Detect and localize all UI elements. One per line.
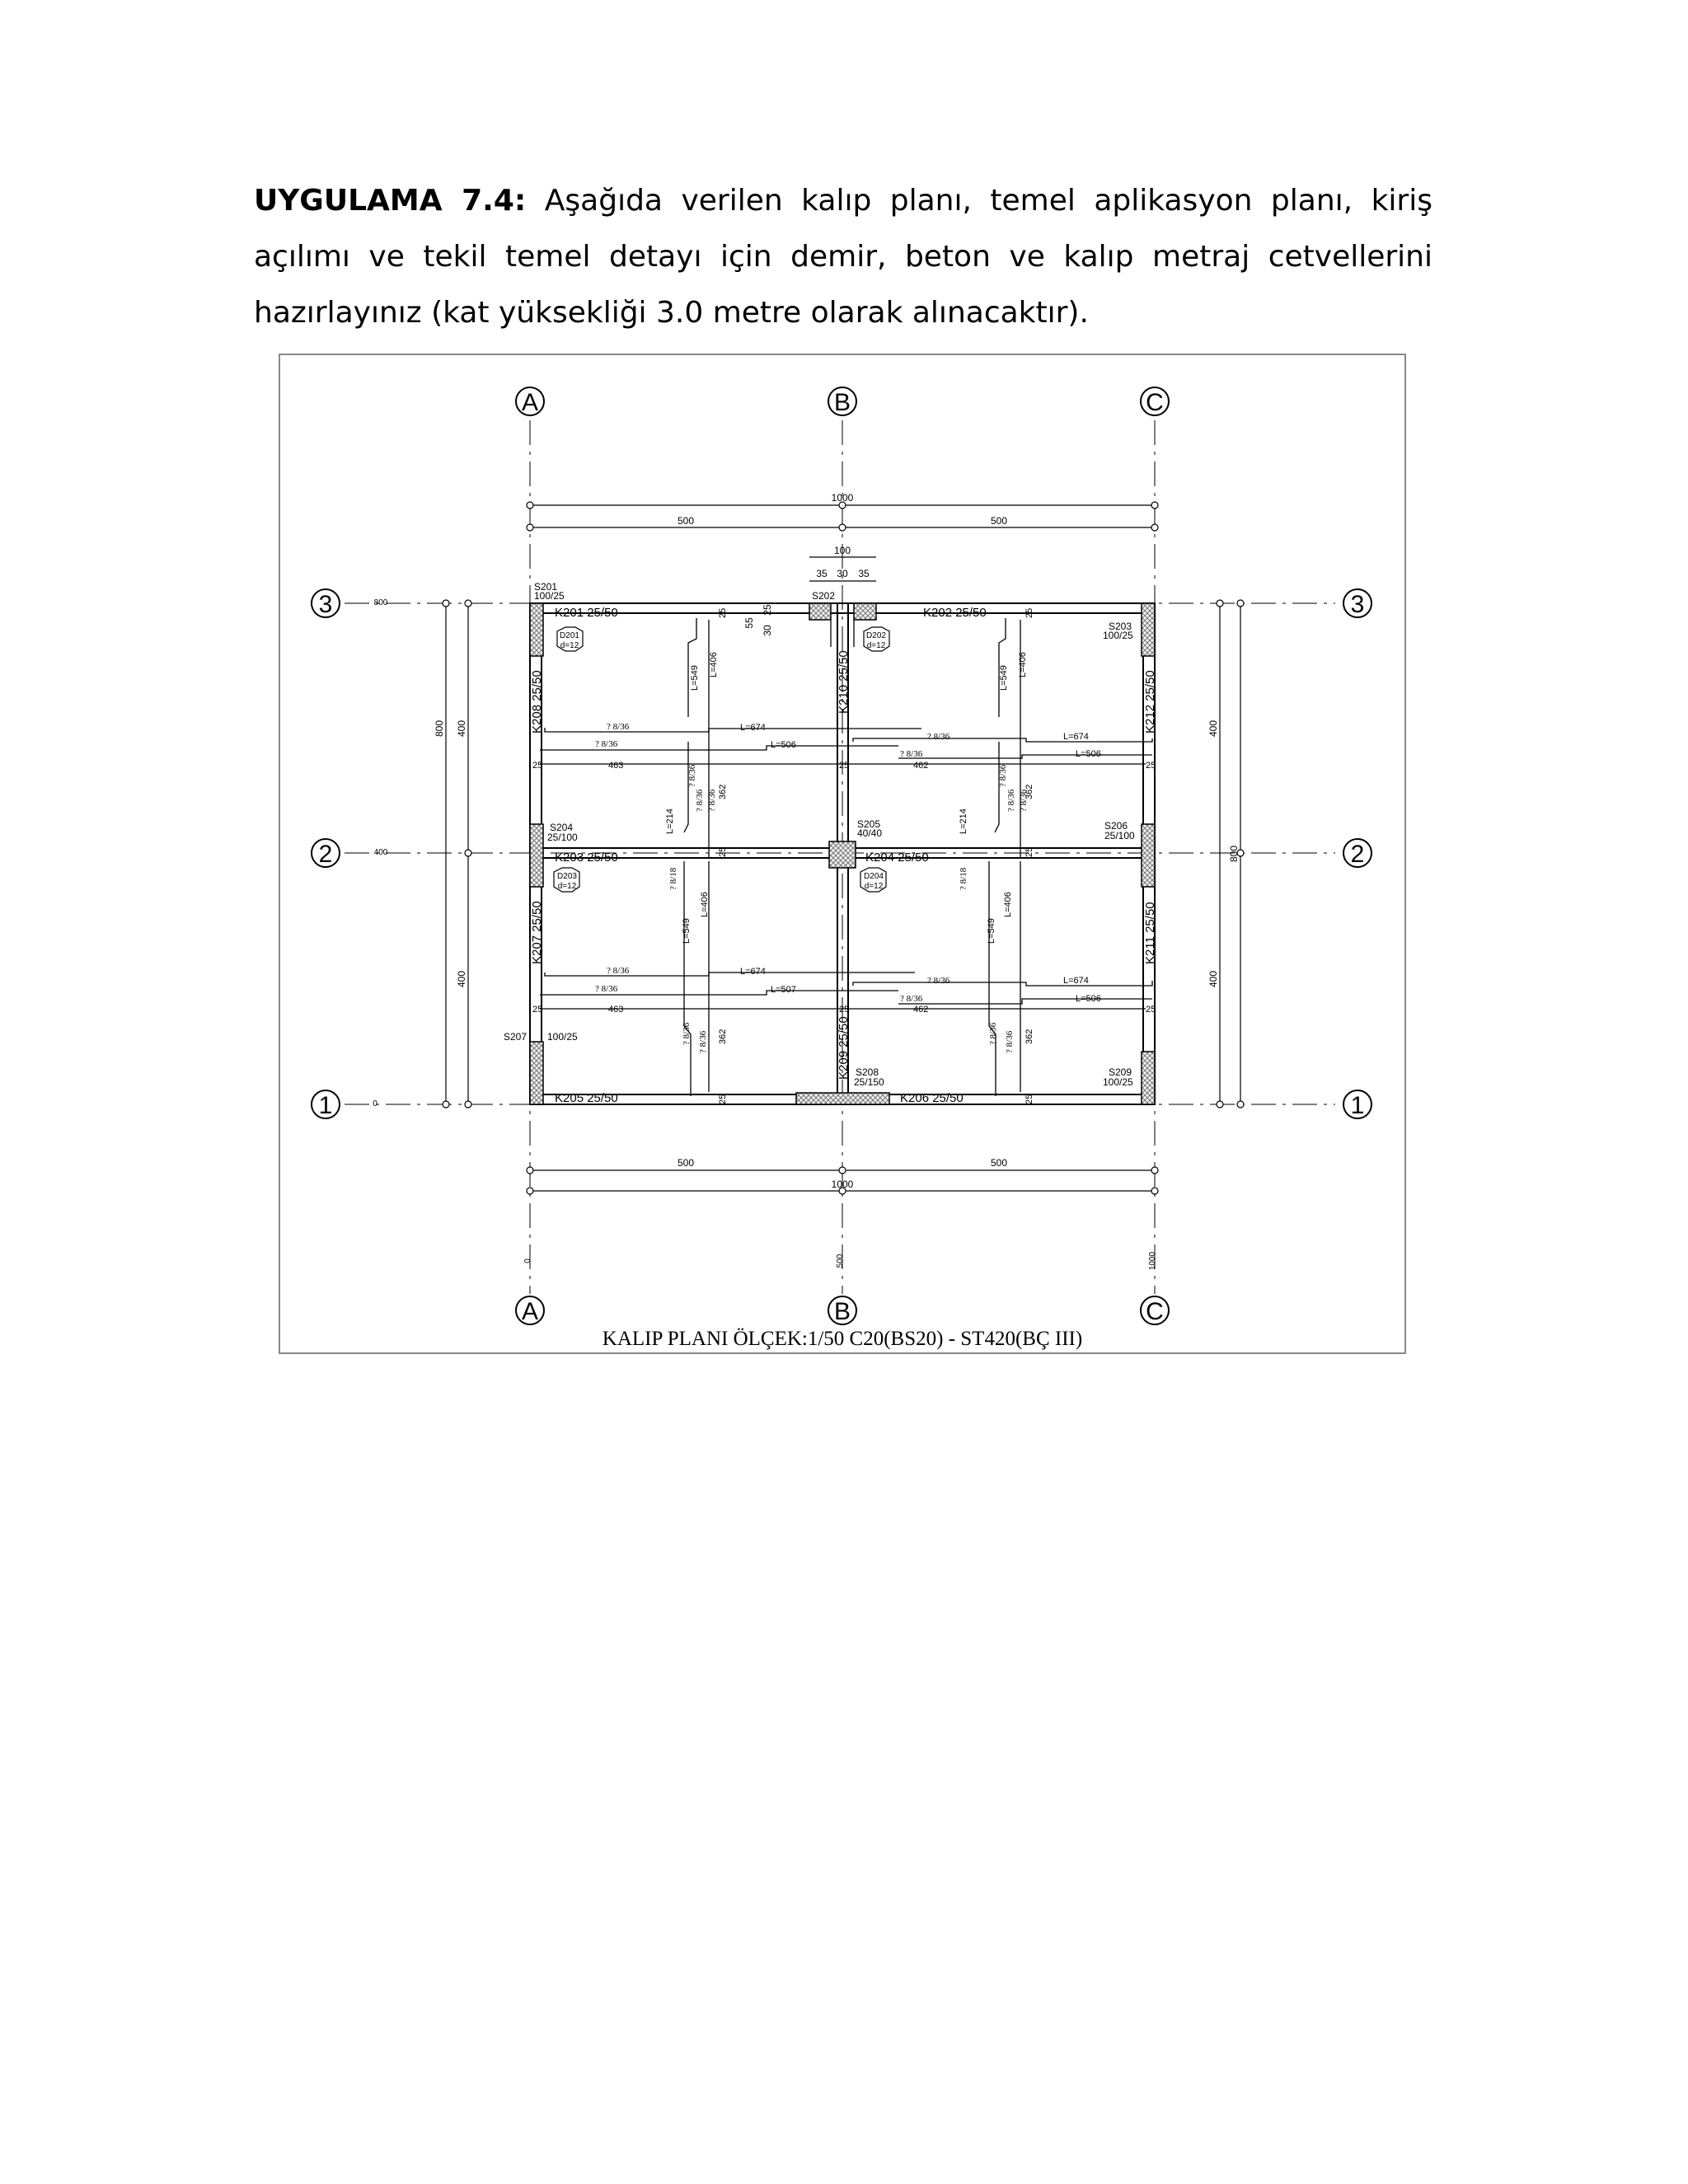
axis-label-b-top: B bbox=[833, 389, 851, 416]
exercise-title: UYGULAMA 7.4: bbox=[254, 184, 527, 218]
rebar-span: 362 bbox=[718, 784, 728, 799]
dim-55: 55 bbox=[743, 617, 755, 629]
rebar-label: ? 8/36 bbox=[595, 984, 618, 994]
rebar-label: ? 8/36 bbox=[682, 1022, 692, 1045]
rebar-length: L=674 bbox=[740, 967, 766, 977]
column-s205-size: 40/40 bbox=[857, 827, 883, 839]
column-s203-name: S203 bbox=[1109, 621, 1132, 632]
axis-coord-c: 1000 bbox=[1148, 1251, 1157, 1271]
rebar-length: L=549 bbox=[999, 665, 1009, 691]
beam-k205: K205 25/50 bbox=[555, 1091, 618, 1105]
axis-label-c-top: C bbox=[1146, 389, 1164, 416]
axis-label-b-bottom: B bbox=[833, 1298, 851, 1325]
beam-k207: K207 25/50 bbox=[530, 901, 544, 964]
rebar-support: 25 bbox=[718, 846, 728, 857]
rebar-label: ? 8/36 bbox=[1005, 1030, 1015, 1053]
axis-coord-1: 0 bbox=[373, 1099, 377, 1108]
slab-d204-name: D204 bbox=[864, 872, 884, 881]
column-s208-size: 25/150 bbox=[854, 1076, 884, 1088]
rebar-length: L=674 bbox=[1063, 732, 1089, 742]
rebar-length: L=507 bbox=[771, 985, 796, 995]
column-s209 bbox=[1142, 1052, 1155, 1104]
rebar-label: ? 8/36 bbox=[1006, 789, 1016, 812]
slab-d202-thickness: d=12 bbox=[866, 641, 886, 650]
column-s204-name: S204 bbox=[550, 822, 574, 833]
slab-d201-name: D201 bbox=[560, 631, 579, 640]
rebar-label: ? 8/36 bbox=[607, 722, 630, 732]
rebar-label: ? 8/18 bbox=[959, 867, 968, 890]
rebar-label: ? 8/36 bbox=[698, 1030, 708, 1053]
beam-k206: K206 25/50 bbox=[900, 1091, 964, 1105]
column-s208 bbox=[796, 1093, 889, 1104]
axis-label-3-right: 3 bbox=[1350, 591, 1365, 618]
axis-label-2-right: 2 bbox=[1350, 841, 1365, 868]
column-s208-name: S208 bbox=[856, 1066, 879, 1078]
axis-coord-3: 800 bbox=[373, 598, 388, 607]
column-s207 bbox=[530, 1042, 543, 1104]
column-s201 bbox=[530, 603, 543, 656]
rebar-label: ? 8/36 bbox=[695, 789, 705, 812]
rebar-label: ? 8/36 bbox=[927, 732, 950, 742]
rebar-label: ? 8/36 bbox=[900, 749, 923, 759]
slab-d201-thickness: d=12 bbox=[560, 641, 579, 650]
axis-coord-b: 500 bbox=[836, 1254, 845, 1268]
column-s207-name: S207 bbox=[504, 1031, 528, 1043]
rebar-span: 462 bbox=[913, 1005, 929, 1015]
dim-right-lower: 400 bbox=[1207, 970, 1219, 988]
column-s205-name: S205 bbox=[857, 818, 881, 830]
rebar-span: 362 bbox=[1025, 784, 1034, 799]
rebar-support: 25 bbox=[839, 1005, 850, 1015]
rebar-label: ? 8/36 bbox=[607, 966, 630, 976]
column-s206-size: 25/100 bbox=[1104, 830, 1135, 841]
dim-top-total: 1000 bbox=[831, 492, 854, 504]
rebar-length: L=506 bbox=[1076, 749, 1101, 759]
axis-label-3-left: 3 bbox=[318, 591, 333, 618]
rebar-support: 25 bbox=[1025, 846, 1034, 857]
dim-s202-total: 100 bbox=[833, 545, 851, 556]
beam-k201: K201 25/50 bbox=[555, 606, 618, 620]
drawing-caption: KALIP PLANI ÖLÇEK:1/50 C20(BS20) - ST420(BÇ III) bbox=[602, 1328, 1083, 1350]
rebar-support: 25 bbox=[1146, 761, 1156, 771]
rebar-label: ? 8/36 bbox=[707, 789, 717, 812]
rebar-support: 25 bbox=[532, 1005, 543, 1015]
column-s205 bbox=[829, 841, 856, 868]
beam-k202: K202 25/50 bbox=[923, 606, 987, 620]
axis-coord-2: 400 bbox=[373, 848, 388, 857]
column-s203 bbox=[1142, 603, 1155, 656]
rebar-label: ? 8/36 bbox=[988, 1022, 998, 1045]
dim-bottom-total: 1000 bbox=[831, 1179, 854, 1190]
rebar-length: L=406 bbox=[1018, 652, 1028, 677]
column-s206-name: S206 bbox=[1104, 820, 1128, 832]
beam-k209: K209 25/50 bbox=[837, 1016, 851, 1080]
exercise-body: Aşağıda verilen kalıp planı, temel aplikasyon planı, kiriş açılımı ve tekil temel detayı için demir, beton ve kalıp metraj cetvellerini hazırlayınız (kat yüksekliği 3.0 metre olarak alınacaktır). bbox=[254, 184, 1432, 330]
rebar-length: L=549 bbox=[987, 918, 996, 944]
column-s203-size: 100/25 bbox=[1103, 630, 1133, 641]
rebar-label: ? 8/36 bbox=[687, 764, 697, 787]
axis-label-1-right: 1 bbox=[1350, 1092, 1365, 1119]
rebar-span: 463 bbox=[608, 761, 624, 771]
rebar-span: 462 bbox=[913, 761, 929, 771]
beam-k212: K212 25/50 bbox=[1143, 670, 1157, 733]
rebar-length: L=674 bbox=[740, 723, 766, 733]
beam-k210: K210 25/50 bbox=[837, 650, 851, 714]
dim-s202-b: 30 bbox=[837, 568, 848, 579]
slab-d204-thickness: d=12 bbox=[864, 882, 884, 891]
rebar-label: ? 8/36 bbox=[1019, 789, 1029, 812]
dim-s202-a: 35 bbox=[816, 568, 828, 579]
slab-d202-name: D202 bbox=[866, 631, 886, 640]
column-s202-left bbox=[809, 603, 831, 620]
rebar-span: 362 bbox=[718, 1029, 728, 1044]
rebar-length: L=406 bbox=[700, 892, 710, 917]
dim-left-total: 800 bbox=[434, 719, 445, 738]
rebar-length: L=214 bbox=[959, 808, 968, 834]
beam-k203: K203 25/50 bbox=[555, 851, 618, 865]
rebar-length: L=406 bbox=[709, 652, 719, 677]
dim-left-upper: 400 bbox=[456, 719, 467, 738]
rebar-label: ? 8/18 bbox=[668, 867, 678, 890]
dim-25: 25 bbox=[762, 604, 773, 616]
beam-k211: K211 25/50 bbox=[1143, 902, 1157, 964]
rebar-length: L=549 bbox=[690, 665, 700, 691]
column-s204-size: 25/100 bbox=[547, 832, 578, 843]
column-s209-name: S209 bbox=[1109, 1066, 1132, 1078]
axis-label-2-left: 2 bbox=[318, 841, 333, 868]
dim-bottom-right: 500 bbox=[990, 1157, 1008, 1169]
dim-left-lower: 400 bbox=[456, 970, 467, 988]
rebar-length: L=549 bbox=[682, 918, 692, 944]
slab-d203-thickness: d=12 bbox=[557, 882, 577, 891]
column-s209-size: 100/25 bbox=[1103, 1076, 1133, 1088]
slab-d203-name: D203 bbox=[557, 872, 577, 881]
column-s201-name: S201 bbox=[534, 581, 558, 593]
rebar-length: L=506 bbox=[1076, 994, 1101, 1004]
column-s201-size: 100/25 bbox=[534, 590, 565, 602]
dim-top-left: 500 bbox=[677, 515, 695, 527]
dim-bottom-left: 500 bbox=[677, 1157, 695, 1169]
rebar-support: 25 bbox=[718, 607, 728, 618]
rebar-length: L=674 bbox=[1063, 976, 1089, 986]
column-s206 bbox=[1142, 824, 1155, 887]
rebar-label: ? 8/36 bbox=[927, 976, 950, 986]
rebar-support: 25 bbox=[1025, 607, 1034, 618]
rebar-span: 362 bbox=[1025, 1029, 1034, 1044]
column-s204 bbox=[530, 824, 543, 887]
axis-label-c-bottom: C bbox=[1146, 1298, 1164, 1325]
axis-label-a-top: A bbox=[521, 389, 539, 416]
axis-label-a-bottom: A bbox=[521, 1298, 539, 1325]
rebar-span: 463 bbox=[608, 1005, 624, 1015]
dim-top-right: 500 bbox=[990, 515, 1008, 527]
rebar-length: L=406 bbox=[1003, 892, 1013, 917]
rebar-label: ? 8/36 bbox=[998, 764, 1008, 787]
rebar-length: L=506 bbox=[771, 740, 796, 750]
rebar-support: 25 bbox=[1146, 1005, 1156, 1015]
dim-30: 30 bbox=[762, 625, 773, 636]
dim-right-upper: 400 bbox=[1207, 719, 1219, 738]
rebar-label: ? 8/36 bbox=[900, 994, 923, 1004]
column-s202-name: S202 bbox=[812, 590, 836, 602]
dim-s202-c: 35 bbox=[858, 568, 870, 579]
rebar-length: L=214 bbox=[665, 808, 675, 834]
dim-right-total: 800 bbox=[1228, 845, 1240, 863]
column-s202-right bbox=[854, 603, 876, 620]
rebar-label: ? 8/36 bbox=[595, 739, 618, 749]
rebar-support: 25 bbox=[1025, 1094, 1034, 1104]
beam-k208: K208 25/50 bbox=[530, 670, 544, 733]
rebar-support: 25 bbox=[532, 761, 543, 771]
axis-label-1-left: 1 bbox=[318, 1092, 333, 1119]
rebar-support: 25 bbox=[718, 1094, 728, 1104]
axis-coord-a: 0 bbox=[523, 1258, 532, 1263]
rebar-support: 25 bbox=[839, 761, 850, 771]
column-s207-size: 100/25 bbox=[547, 1031, 578, 1043]
beam-k204: K204 25/50 bbox=[865, 851, 929, 865]
